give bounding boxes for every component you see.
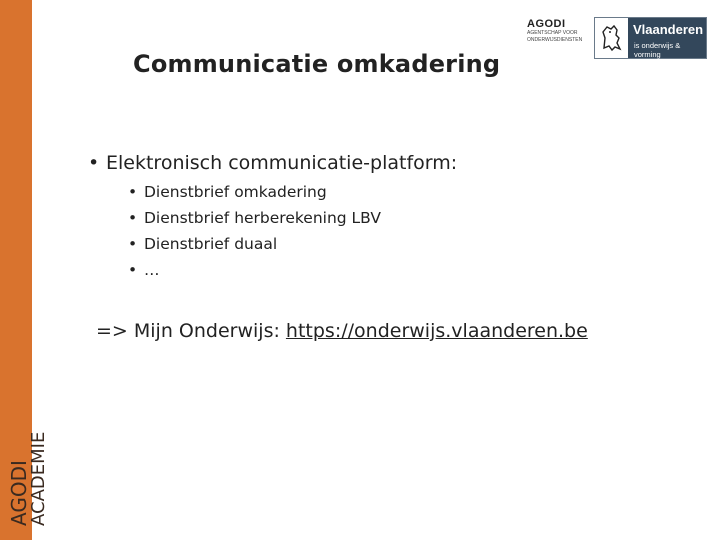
mijn-onderwijs-line [96,320,588,342]
sidebar-line2: ACADEMIE [28,431,49,526]
vlaanderen-logo [594,17,707,59]
agodi-logo [527,18,589,52]
lion-icon [595,18,628,58]
agodi-logo-name: AGODI [527,18,566,30]
page-title: Communicatie omkadering [133,50,501,78]
bullet-icon: • [128,209,138,227]
main-bullet [88,152,457,174]
agodi-academie-logo [4,408,50,528]
bullet-icon: • [128,235,138,253]
onderwijs-link[interactable]: https://onderwijs.vlaanderen.be [285,320,588,342]
vlaanderen-logo-subtitle: is onderwijs & vorming [634,41,681,59]
vlaanderen-logo-name: Vlaanderen [633,22,704,37]
link-prefix: => Mijn Onderwijs: [96,320,286,342]
list-item: • Dienstbrief omkadering [128,183,327,201]
sidebar-line1: AGODI [7,460,31,526]
list-item: • Dienstbrief duaal [128,235,278,253]
bullet-icon: • [88,152,100,174]
bullet-icon: • [128,183,138,201]
list-item: • … [128,261,160,279]
main-bullet-text: Elektronisch communicatie-platform: [106,152,458,174]
sub-bullet-list [128,182,381,286]
agodi-logo-subtitle: AGENTSCHAP VOOR ONDERWIJSDIENSTEN [527,30,583,43]
list-item: • Dienstbrief herberekening LBV [128,209,381,227]
bullet-icon: • [128,261,138,279]
